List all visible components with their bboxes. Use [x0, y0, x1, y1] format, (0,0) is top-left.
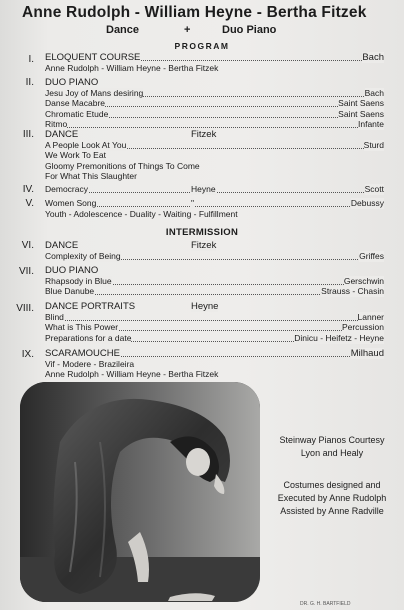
program-line	[45, 52, 384, 63]
program-line	[45, 251, 384, 262]
section-title: DANCE	[45, 129, 79, 140]
section-number: IV.	[22, 184, 34, 195]
piece-title: Vif - Modere - Brazileira	[45, 358, 135, 369]
program-line	[45, 161, 384, 172]
program-line	[45, 369, 384, 380]
piece-title: Preparations for a date	[45, 332, 132, 343]
composer: Lanner	[357, 311, 384, 322]
piece-title: Complexity of Being	[45, 250, 121, 261]
choreographer: "	[191, 198, 195, 208]
piece-title: Ritmo	[45, 119, 68, 129]
subtitle-duo-piano: Duo Piano	[222, 24, 277, 36]
piece-title: What is This Power	[45, 322, 119, 332]
piece-title: Anne Rudolph - William Heyne - Bertha Fitzek	[45, 62, 219, 73]
section-number: VI.	[21, 240, 34, 251]
program-line	[45, 109, 384, 120]
section-number: IX.	[21, 349, 34, 360]
piece-title: Chromatic Etude	[45, 108, 109, 119]
program-line	[45, 240, 384, 251]
piece-title: A People Look At You	[45, 139, 127, 150]
program-line	[45, 276, 384, 287]
section-number: VII.	[18, 266, 34, 277]
credit-steinway: Steinway Pianos Courtesy	[279, 435, 385, 445]
program-line	[45, 322, 384, 333]
piece-title: Anne Rudolph - William Heyne - Bertha Fitzek	[45, 369, 219, 379]
composer: Percussion	[341, 322, 384, 332]
credit-executed-by: Executed by Anne Rudolph	[277, 493, 387, 503]
section-title: DUO PIANO	[45, 77, 99, 88]
program-line	[45, 98, 384, 109]
program-line	[45, 312, 384, 323]
composer: Debussy	[350, 198, 384, 208]
section-title: DUO PIANO	[45, 265, 99, 276]
section-number: VIII.	[16, 303, 34, 314]
leader-dots	[45, 320, 384, 321]
choreographer: Fitzek	[191, 129, 217, 140]
composer: Gerschwin	[343, 275, 384, 286]
program-line	[45, 140, 384, 151]
program-line	[45, 171, 384, 182]
program-line	[45, 129, 384, 140]
section-number: III.	[22, 129, 34, 140]
piece-title: Blue Danube	[45, 286, 95, 296]
program-line	[45, 63, 384, 74]
composer: Griffes	[359, 250, 384, 261]
piece-title: Danse Macabre	[45, 98, 106, 108]
piece-title: Rhapsody in Blue	[45, 275, 112, 286]
section-title: ELOQUENT COURSE	[45, 52, 141, 63]
credit-assisted-by: Assisted by Anne Radville	[280, 506, 384, 516]
section-number: I.	[28, 54, 34, 65]
section-title: DANCE PORTRAITS	[45, 301, 136, 312]
composer: Saint Saens	[338, 108, 384, 119]
piece-title: Youth - Adolescence - Duality - Waiting - Fulfillment	[45, 208, 238, 219]
subtitle-plus: +	[184, 24, 191, 36]
composer: Strauss - Chasin	[321, 286, 384, 296]
program-line	[45, 184, 384, 195]
performers-title: Anne Rudolph - William Heyne - Bertha Fitzek	[22, 4, 367, 21]
piece-title: For What This Slaughter	[45, 171, 137, 181]
piece-title: Women Song	[45, 198, 97, 208]
program-line	[45, 198, 384, 209]
section-number: II.	[25, 77, 34, 88]
program-line	[45, 150, 384, 161]
program-line	[45, 359, 384, 370]
program-line	[45, 265, 384, 276]
program-line	[45, 348, 384, 359]
composer: Infante	[358, 119, 384, 129]
piece-title: Gloomy Premonitions of Things To Come	[45, 160, 200, 171]
piece-title: Jesu Joy of Mans desiring	[45, 87, 144, 98]
intermission-heading: INTERMISSION	[165, 227, 239, 238]
program-line	[45, 333, 384, 344]
program-line	[45, 286, 384, 297]
composer: Dinicu - Heifetz - Heyne	[294, 332, 384, 343]
section-title: SCARAMOUCHE	[45, 348, 120, 359]
composer: Milhaud	[350, 348, 384, 359]
credit-costumes: Costumes designed and	[283, 480, 381, 490]
program-heading: PROGRAM	[174, 41, 230, 51]
composer: Bach	[362, 52, 384, 63]
section-number: V.	[25, 198, 34, 209]
dancer-photo	[20, 382, 260, 602]
composer: Scott	[364, 184, 384, 194]
subtitle-dance: Dance	[106, 24, 140, 36]
choreographer: Fitzek	[191, 240, 217, 251]
composer: Sturd	[363, 139, 384, 150]
program-line	[45, 209, 384, 220]
composer: Bach	[364, 87, 384, 98]
composer: Saint Saens	[338, 98, 384, 108]
program-line	[45, 88, 384, 99]
choreographer: Heyne	[191, 301, 219, 312]
program-line	[45, 77, 384, 88]
piece-title: Democracy	[45, 184, 88, 194]
photo-credit: DR. G. H. BARTFIELD	[300, 601, 351, 607]
credit-lyon-healy: Lyon and Healy	[300, 448, 364, 458]
piece-title: We Work To Eat	[45, 150, 106, 160]
section-title: DANCE	[45, 240, 79, 251]
program-line	[45, 301, 384, 312]
leader-dots	[45, 127, 384, 128]
piece-title: Blind	[45, 311, 64, 322]
choreographer: Heyne	[191, 184, 216, 194]
